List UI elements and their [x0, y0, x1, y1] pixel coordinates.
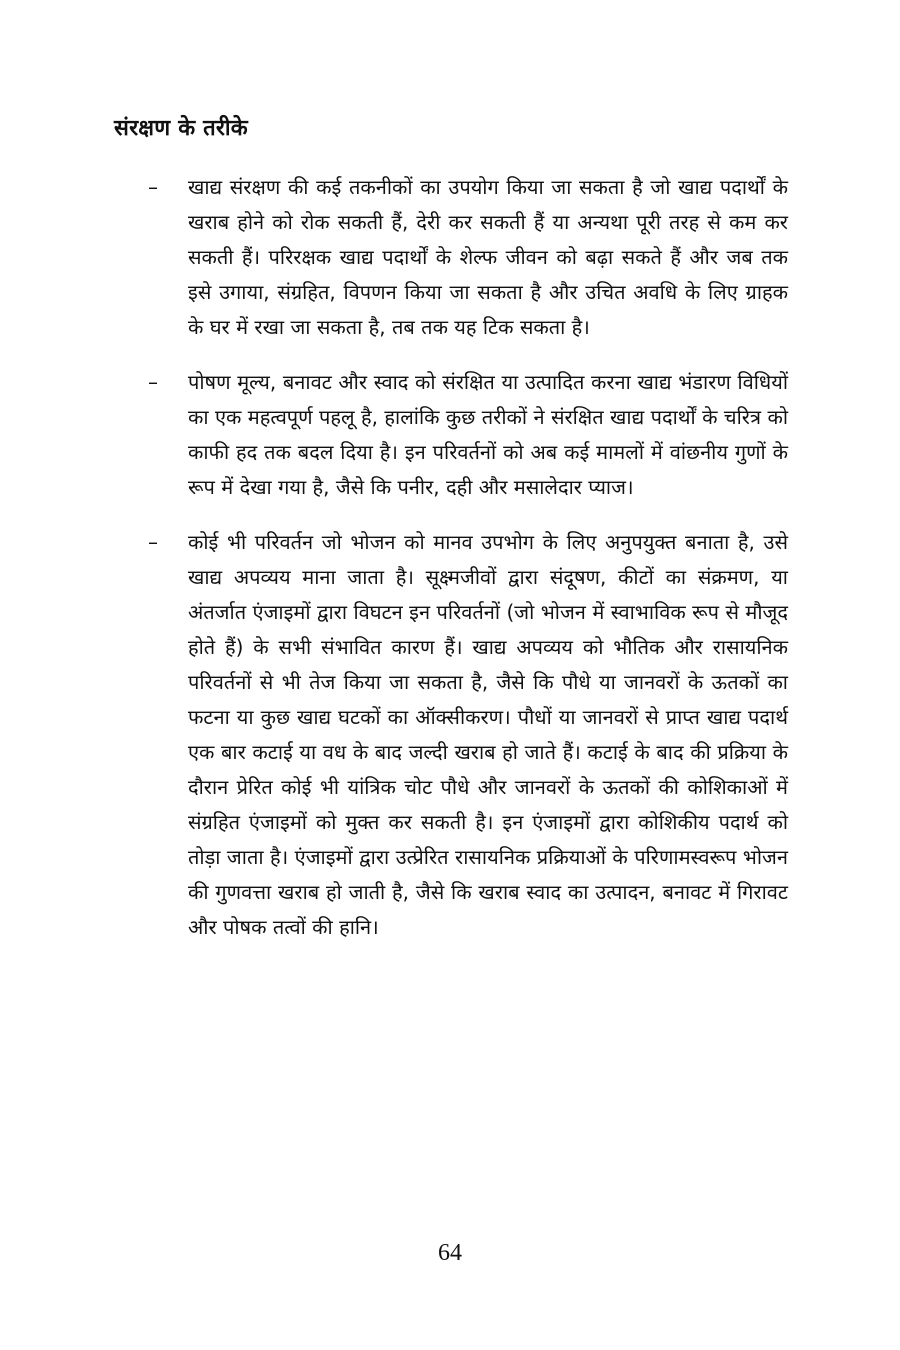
dash-bullet-icon: – [148, 530, 158, 554]
dash-bullet-icon: – [148, 370, 158, 394]
bullet-item [148, 170, 788, 345]
section-heading: संरक्षण के तरीके [114, 116, 248, 141]
paragraph-text: पोषण मूल्य, बनावट और स्वाद को संरक्षित या उत्पादित करना खाद्य भंडारण विधियों का एक महत्वपूर्ण पहलू है, हालांकि कुछ तरीकों ने संरक्षित खाद्य पदार्थों के चरित्र को काफी हद तक बदल दिया है। इन परिवर्तनों को अब कई मामलों में वांछनीय गुणों के रूप में देखा गया है, जैसे कि पनीर, दही और मसालेदार प्याज। [188, 370, 788, 499]
bullet-item [148, 525, 788, 945]
paragraph-text: कोई भी परिवर्तन जो भोजन को मानव उपभोग के लिए अनुपयुक्त बनाता है, उसे खाद्य अपव्यय माना जाता है। सूक्ष्मजीवों द्वारा संदूषण, कीटों का संक्रमण, या अंतर्जात एंजाइमों द्वारा विघटन इन परिवर्तनों (जो भोजन में स्वाभाविक रूप से मौजूद होते हैं) के सभी संभावित कारण हैं। खाद्य अपव्यय को भौतिक और रासायनिक परिवर्तनों से भी तेज किया जा सकता है, जैसे कि पौधे या जानवरों के ऊतकों का फटना या कुछ खाद्य घटकों का ऑक्सीकरण। पौधों या जानवरों से प्राप्त खाद्य पदार्थ एक बार कटाई या वध के बाद जल्दी खराब हो जाते हैं। कटाई के बाद की प्रक्रिया के दौरान प्रेरित कोई भी यांत्रिक चोट पौधे और जानवरों के ऊतकों की कोशिकाओं में संग्रहित एंजाइमों को मुक्त कर सकती है। इन एंजाइमों द्वारा कोशिकीय पदार्थ को तोड़ा जाता है। एंजाइमों द्वारा उत्प्रेरित रासायनिक प्रक्रियाओं के परिणामस्वरूप भोजन की गुणवत्ता खराब हो जाती है, जैसे कि खराब स्वाद का उत्पादन, बनावट में गिरावट और पोषक तत्वों की हानि। [188, 530, 788, 939]
paragraph-text: खाद्य संरक्षण की कई तकनीकों का उपयोग किया जा सकता है जो खाद्य पदार्थों के खराब होने को रोक सकती हैं, देरी कर सकती हैं या अन्यथा पूरी तरह से कम कर सकती हैं। परिरक्षक खाद्य पदार्थों के शेल्फ जीवन को बढ़ा सकते हैं और जब तक इसे उगाया, संग्रहित, विपणन किया जा सकता है और उचित अवधि के लिए ग्राहक के घर में रखा जा सकता है, तब तक यह टिक सकता है। [188, 175, 788, 339]
page-number: 64 [438, 1240, 462, 1266]
dash-bullet-icon: – [148, 175, 158, 199]
bullet-item [148, 365, 788, 505]
bullet-list [148, 170, 788, 965]
